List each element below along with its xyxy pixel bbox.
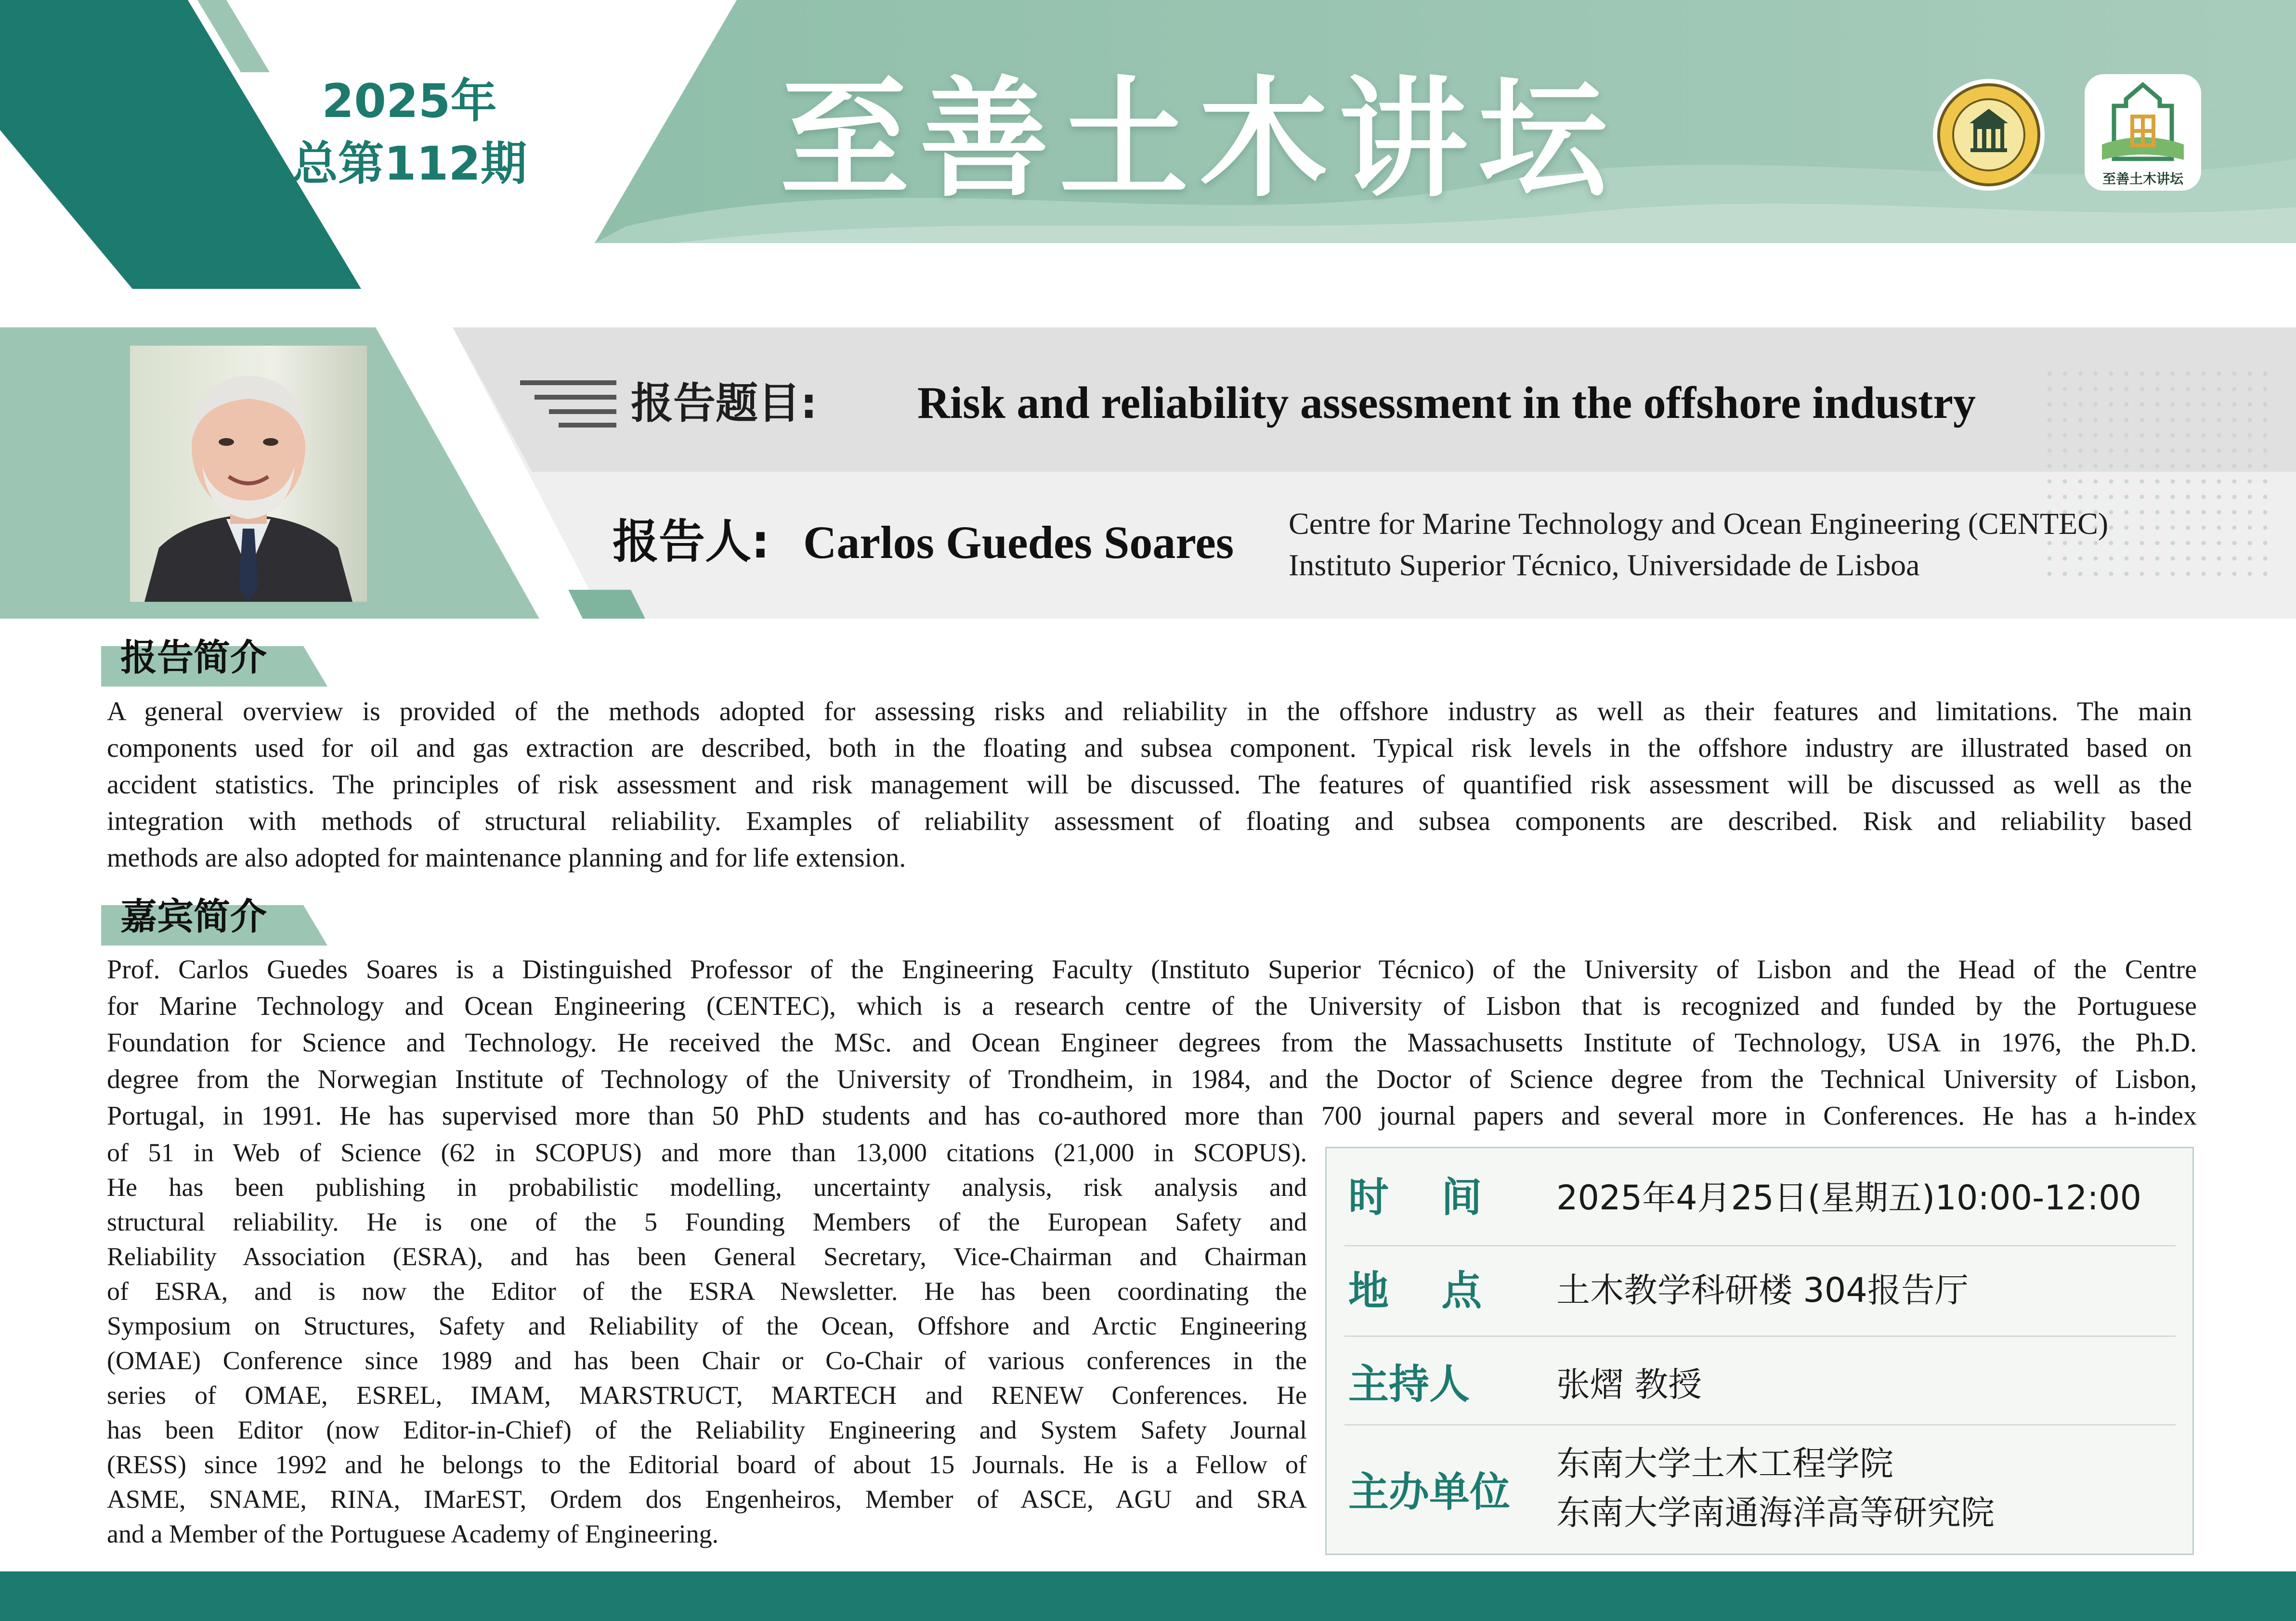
abstract-line: accident statistics. The principles of risk assessment and risk management will be discussed. The features of quantified risk assessment will be discussed as well as the [107,770,2192,800]
bio-body-full [107,951,2197,1134]
bio-line: and a Member of the Portuguese Academy of Engineering. [107,1519,719,1548]
abstract-line: integration with methods of structural reliability. Examples of reliability assessment of floating and subsea components are described. Risk and reliability based [107,806,2192,836]
bio-line: (RESS) since 1992 and he belongs to the Editorial board of about 15 Journals. He is a Fellow of [107,1450,1307,1479]
title-lines-icon [520,380,616,428]
organizer-value-2: 东南大学南通海洋高等研究院 [1556,1493,1995,1532]
time-label: 时 间 [1348,1174,1501,1221]
bio-line: Prof. Carlos Guedes Soares is a Distinguished Professor of the Engineering Faculty (Instituto Superior Técnico) of the University of Lisbon and the Head of the Centre [107,955,2197,985]
speaker-label: 报告人: [613,515,770,569]
bio-line: for Marine Technology and Ocean Engineering (CENTEC), which is a research centre of the University of Lisbon that is recognized and funded by the Portuguese [107,991,2197,1021]
info-divider [1344,1245,2176,1246]
abstract-body [107,693,2192,876]
abstract-line: components used for oil and gas extraction are described, both in the floating and subsea component. Typical risk levels in the offshore industry are illustrated based on [107,733,2192,763]
bio-line: He has been publishing in probabilistic modelling, uncertainty analysis, risk analysis and [107,1173,1307,1202]
dot-pattern [2047,371,2268,587]
edition-year: 2025年 [322,74,497,128]
bio-line: of 51 in Web of Science (62 in SCOPUS) and more than 13,000 citations (21,000 in SCOPUS). [107,1138,1307,1167]
place-value: 土木教学科研楼 304报告厅 [1556,1271,1969,1310]
host-label: 主持人 [1348,1361,1470,1408]
abstract-heading: 报告简介 [120,636,267,679]
talk-title-label: 报告题目: [631,378,818,428]
organizer-label: 主办单位 [1348,1468,1511,1516]
university-seal-logo [1931,77,2047,193]
speaker-affiliation-line1: Centre for Marine Technology and Ocean Engineering (CENTEC) [1289,506,2109,541]
place-label: 地 点 [1348,1267,1501,1314]
footer-bar [0,1571,2296,1621]
bio-line: Foundation for Science and Technology. He received the MSc. and Ocean Engineer degrees from the Massachusetts Institute of Technology, USA in 1976, the Ph.D. [107,1028,2197,1058]
edition-issue: 总第112期 [291,137,527,191]
bio-body-narrow [107,1135,1307,1551]
talk-title: Risk and reliability assessment in the offshore industry [917,378,1976,428]
forum-emblem-caption: 至善土木讲坛 [2102,171,2183,187]
bio-line: (OMAE) Conference since 1989 and has been Chair or Co-Chair of various conferences in the [107,1346,1307,1375]
time-value: 2025年4月25日(星期五)10:00-12:00 [1556,1178,2142,1218]
speaker-photo [130,346,367,602]
bio-line: of ESRA, and is now the Editor of the ESRA Newsletter. He has been coordinating the [107,1277,1307,1306]
bio-heading: 嘉宾简介 [120,895,267,938]
forum-title: 至善土木讲坛 [780,65,1618,215]
bio-line: degree from the Norwegian Institute of Technology of the University of Trondheim, in 1984, and the Doctor of Science degree from the Technical University of Lisbon, [107,1064,2197,1094]
bio-line: Reliability Association (ESRA), and has been General Secretary, Vice-Chairman and Chairman [107,1242,1307,1271]
info-divider [1344,1424,2176,1426]
speaker-name: Carlos Guedes Soares [803,517,1234,568]
speaker-affiliation-line2: Instituto Superior Técnico, Universidade de Lisboa [1289,548,1920,582]
bio-line: Symposium on Structures, Safety and Reliability of the Ocean, Offshore and Arctic Engineering [107,1311,1307,1340]
bio-line: structural reliability. He is one of the 5 Founding Members of the European Safety and [107,1207,1307,1236]
info-divider [1344,1336,2176,1337]
bio-line: has been Editor (now Editor-in-Chief) of the Reliability Engineering and System Safety Journal [107,1415,1307,1444]
abstract-line: A general overview is provided of the methods adopted for assessing risks and reliability in the offshore industry as well as their features and limitations. The main [107,697,2192,726]
bio-line: Portugal, in 1991. He has supervised more than 50 PhD students and has co-authored more than 700 journal papers and several more in Conferences. He has a h-index [107,1101,2197,1131]
bio-line: series of OMAE, ESREL, IMAM, MARSTRUCT, MARTECH and RENEW Conferences. He [107,1381,1307,1410]
host-value: 张熠 教授 [1556,1365,1702,1404]
bio-line: ASME, SNAME, RINA, IMarEST, Ordem dos Engenheiros, Member of ASCE, AGU and SRA [107,1485,1307,1514]
abstract-line: methods are also adopted for maintenance planning and for life extension. [107,843,906,873]
organizer-value-1: 东南大学土木工程学院 [1556,1444,1893,1483]
